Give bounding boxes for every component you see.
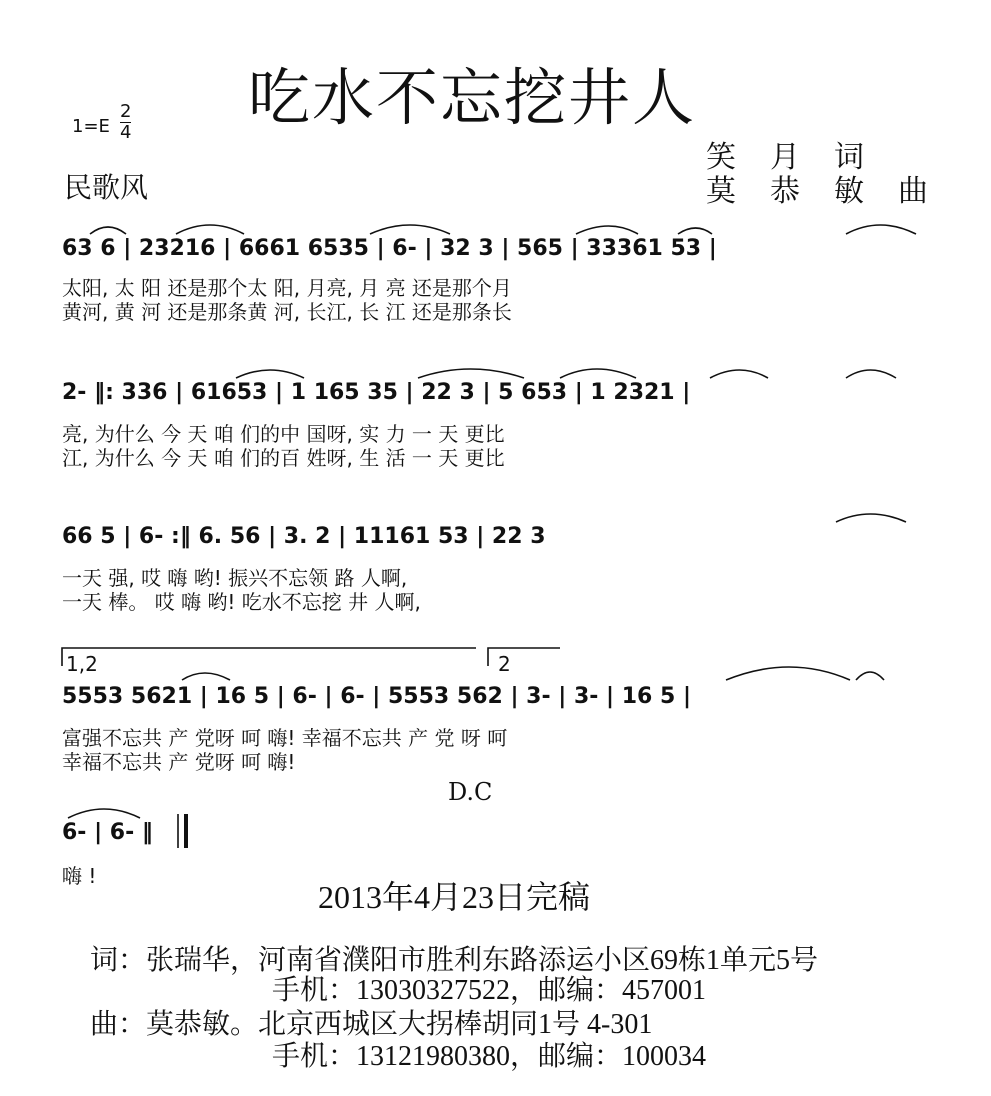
slur [576, 226, 638, 234]
key-signature: 1=E [72, 116, 110, 137]
score-row-3-notes: 66 5 | 6- :‖ 6. 56 | 3. 2 | 11161 53 | 22 3 [62, 524, 546, 549]
slur [560, 369, 636, 378]
slur [856, 672, 884, 680]
score-row-5-notes: 6- | 6- ‖ [62, 820, 153, 845]
score-row-1-lyrics-1: 太阳, 太 阳 还是那个太 阳, 月亮, 月 亮 还是那个月 [62, 276, 512, 300]
song-title: 吃水不忘挖井人 [248, 61, 697, 134]
lyricist-contact: 词：张瑞华，河南省濮阳市胜利东路添运小区69栋1单元5号 [90, 945, 819, 976]
volta-2-bracket [488, 648, 560, 666]
score-row-4-lyrics-2: 幸福不忘共 产 党呀 呵 嗨! [62, 750, 296, 774]
score-row-3-lyrics-1: 一天 强, 哎 嗨 哟! 振兴不忘领 路 人啊, [62, 566, 408, 590]
slur [370, 225, 450, 234]
score-row-2-lyrics-1: 亮, 为什么 今 天 咱 们的中 国呀, 实 力 一 天 更比 [62, 422, 505, 446]
slur [90, 227, 126, 234]
score-row-2-lyrics-2: 江, 为什么 今 天 咱 们的百 姓呀, 生 活 一 天 更比 [62, 446, 505, 470]
score-row-1-lyrics-2: 黄河, 黄 河 还是那条黄 河, 长江, 长 江 还是那条长 [62, 300, 512, 324]
composer-credit: 莫恭敏曲 [706, 174, 962, 209]
volta-1-label: 1,2 [66, 652, 98, 676]
slur [836, 514, 906, 522]
composer-contact: 曲：莫恭敏。北京西城区大拐棒胡同1号 4-301 [90, 1009, 653, 1040]
slur [236, 370, 304, 378]
slur [846, 370, 896, 378]
score-row-5-lyrics-1: 嗨 ! [62, 864, 97, 888]
time-sig-top: 2 [120, 101, 132, 122]
score-row-4-lyrics-1: 富强不忘共 产 党呀 呵 嗨! 幸福不忘共 产 党 呀 呵 [62, 726, 508, 750]
volta-2-label: 2 [498, 652, 511, 676]
slur [846, 225, 916, 234]
score-row-1-notes: 63 6 | 23216 | 6661 6535 | 6- | 32 3 | 565 | 33361 53 | [62, 236, 717, 261]
da-capo-marking: D.C [448, 778, 493, 806]
time-sig-bottom: 4 [120, 122, 132, 143]
lyricist-phone: 手机：13030327522，邮编：457001 [272, 975, 707, 1006]
slur [726, 667, 850, 680]
slur [176, 225, 244, 234]
volta-1-bracket [62, 648, 476, 666]
slur [68, 809, 140, 818]
score-row-2-notes: 2- ‖: 336 | 61653 | 1 165 35 | 22 3 | 5 653 | 1 2321 | [62, 380, 691, 405]
slur [182, 673, 230, 680]
score-row-4-notes: 5553 5621 | 16 5 | 6- | 6- | 5553 562 | 3- | 3- | 16 5 | [62, 684, 692, 709]
slur [418, 369, 524, 378]
completion-date: 2013年4月23日完稿 [318, 879, 591, 915]
style-marking: 民歌风 [64, 171, 149, 204]
slur [710, 370, 768, 378]
composer-phone: 手机：13121980380，邮编：100034 [272, 1041, 707, 1072]
slur [678, 228, 712, 234]
lyricist-credit: 笑月词 [706, 140, 898, 175]
score-row-3-lyrics-2: 一天 棒。 哎 嗨 哟! 吃水不忘挖 井 人啊, [62, 590, 421, 614]
